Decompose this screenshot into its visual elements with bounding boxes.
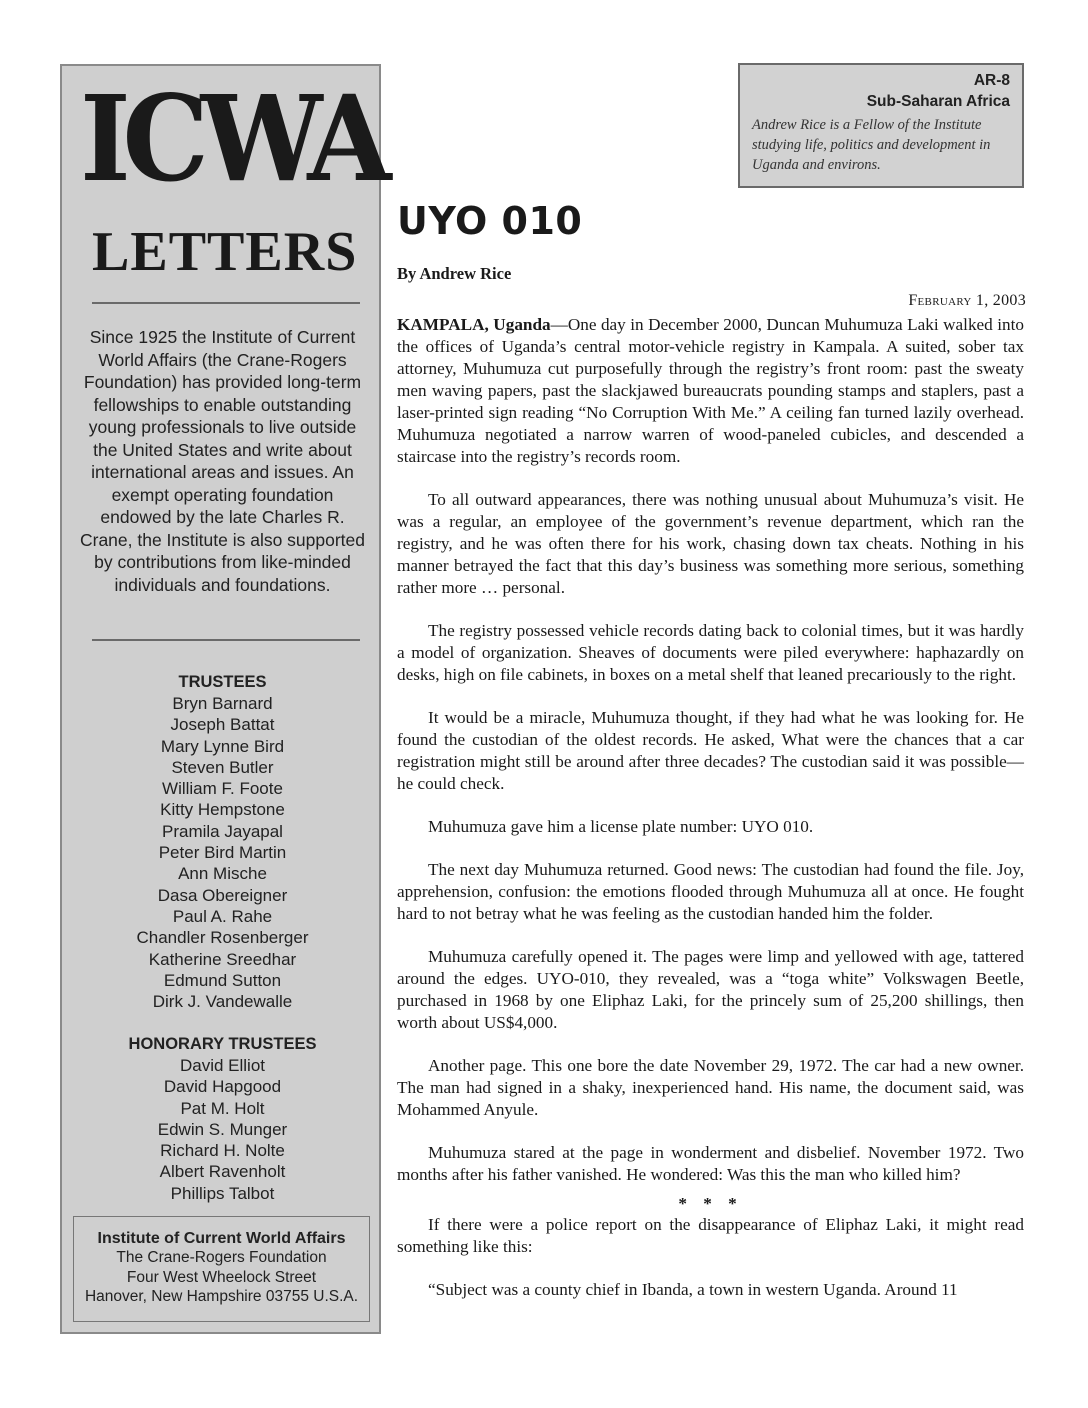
divider <box>92 302 360 304</box>
institute-address <box>73 1216 370 1322</box>
trustee-name: Bryn Barnard <box>172 694 273 713</box>
trustees-section <box>76 671 369 1012</box>
byline: By Andrew Rice <box>397 264 512 283</box>
trustee-name: Dasa Obereigner <box>157 885 288 905</box>
trustee-name: Phillips Talbot <box>170 1183 275 1203</box>
trustee-name: Pramila Jayapal <box>162 821 283 841</box>
trustee-name: David Elliot <box>179 1056 266 1075</box>
trustee-name: Joseph Battat <box>170 715 275 735</box>
region-label: Sub-Saharan Africa <box>866 93 1010 110</box>
masthead-icwa: ICWA <box>80 69 384 208</box>
paragraph: KAMPALA, Uganda—One day in December 2000, Duncan Muhumuza Laki walked into the offices of Uganda’s central motor-vehicle registry in Kampala. A suited, sober tax attorney, Muhumuza cut purposefully through the registry’s front room: past the sweaty men waving papers, past the slackjawed bureaucrats pounding stamps and staplers, past a laser-printed sign reading “No Corruption With Me.” A ceiling fan turned lazily overhead. Muhumuza negotiated a narrow warren of wood-paneled cubicles, and descended a staircase into the registry’s records room. <box>397 315 1024 466</box>
paragraph: Another page. This one bore the date November 29, 1972. The car had a new owner. The man had signed in a shaky, inexperienced hand. His name, the document said, was Mohammed Anyule. <box>397 1056 1024 1119</box>
trustees-list <box>76 693 369 1012</box>
paragraph: It would be a miracle, Muhumuza thought, if they had what he was looking for. He found the custodian of the oldest records. He asked, What were the chances that a car registration might still be around after three decades? The custodian said it was possible—he could check. <box>397 708 1024 793</box>
trustee-name: Peter Bird Martin <box>158 843 287 863</box>
paragraph: Muhumuza carefully opened it. The pages were limp and yellowed with age, tattered around the edges. UYO-010, they revealed, was a “toga white” Volkswagen Beetle, purchased in 1968 by one Eliphaz Laki, for the princely sum of 25,200 shillings, then worth about US$4,000. <box>397 947 1024 1032</box>
paragraph: If there were a police report on the disappearance of Eliphaz Laki, it might read something like this: <box>397 1215 1024 1256</box>
foundation-name: The Crane-Rogers Foundation <box>116 1249 327 1266</box>
honorary-trustees-list <box>76 1055 369 1204</box>
trustee-name: Edwin S. Munger <box>157 1119 288 1139</box>
about-institute: Since 1925 the Institute of Current World Affairs (the Crane-Rogers Foundation) has provided long-term fellowships to enable outstanding young professionals to live outside the United States and write about international areas and issues. An exempt operating foundation endowed by the late Charles R. Crane, the Institute is also supported by contributions from like-minded individuals and foundations. <box>79 327 366 595</box>
trustee-name: Mary Lynne Bird <box>160 736 285 756</box>
letter-code: AR-8 <box>973 72 1010 89</box>
divider <box>92 639 360 641</box>
sidebar <box>60 64 384 1334</box>
trustee-name: Albert Ravenholt <box>159 1162 286 1182</box>
article-title: UYO 010 <box>397 199 583 243</box>
trustee-name: William F. Foote <box>162 779 283 799</box>
trustee-name: Richard H. Nolte <box>160 1141 285 1161</box>
paragraph: Muhumuza gave him a license plate number: UYO 010. <box>428 817 814 836</box>
honorary-trustees-section <box>76 1033 369 1204</box>
trustee-name: Steven Butler <box>171 757 274 777</box>
trustee-name: Kitty Hempstone <box>160 800 285 820</box>
city-address: Hanover, New Hampshire 03755 U.S.A. <box>84 1288 359 1305</box>
fellow-info-box <box>738 63 1024 188</box>
honorary-trustees-heading: HONORARY TRUSTEES <box>128 1035 317 1053</box>
section-separator: * * * <box>678 1194 743 1213</box>
article-body <box>397 314 1024 1322</box>
street-address: Four West Wheelock Street <box>126 1268 317 1286</box>
paragraph: The next day Muhumuza returned. Good news: The custodian had found the file. Joy, apprehension, confusion: the emotions flooded through Muhumuza all at once. He fought hard to not betray what he was feeling as the custodian handed him the folder. <box>397 860 1024 923</box>
trustee-name: Chandler Rosenberger <box>136 928 309 948</box>
trustee-name: Pat M. Holt <box>180 1098 265 1118</box>
trustee-name: Katherine Sreedhar <box>148 949 297 969</box>
trustee-name: Edmund Sutton <box>163 970 282 990</box>
institute-name: Institute of Current World Affairs <box>97 1230 346 1247</box>
article-date: February 1, 2003 <box>908 292 1026 309</box>
paragraph: To all outward appearances, there was nothing unusual about Muhumuza’s visit. He was a regular, an employee of the government’s revenue department, which ran the registry, and he was often there for his work, chasing down tax cheats. Nothing in his manner betrayed the fact that this day’s business was something more serious, something rather more … personal. <box>397 490 1024 597</box>
trustee-name: David Hapgood <box>163 1077 282 1097</box>
fellow-description: Andrew Rice is a Fellow of the Institute studying life, politics and development in Uganda and environs. <box>752 117 991 173</box>
paragraph: Muhumuza stared at the page in wonderment and disbelief. November 1972. Two months after his father vanished. He wondered: Was this the man who killed him? <box>397 1143 1024 1184</box>
masthead-letters: LETTERS <box>92 221 358 283</box>
paragraph: “Subject was a county chief in Ibanda, a town in western Uganda. Around 11 <box>428 1280 958 1299</box>
trustee-name: Paul A. Rahe <box>172 906 273 926</box>
trustee-name: Ann Mische <box>178 864 267 884</box>
trustees-heading: TRUSTEES <box>178 673 267 691</box>
paragraph: The registry possessed vehicle records dating back to colonial times, but it was hardly a model of organization. Sheaves of documents were piled everywhere: haphazardly on desks, high on file cabinets, in boxes on a metal shelf that leaned precariously to the right. <box>397 621 1024 684</box>
lede-dateline: KAMPALA, Uganda <box>397 315 551 334</box>
trustee-name: Dirk J. Vandewalle <box>152 992 293 1012</box>
